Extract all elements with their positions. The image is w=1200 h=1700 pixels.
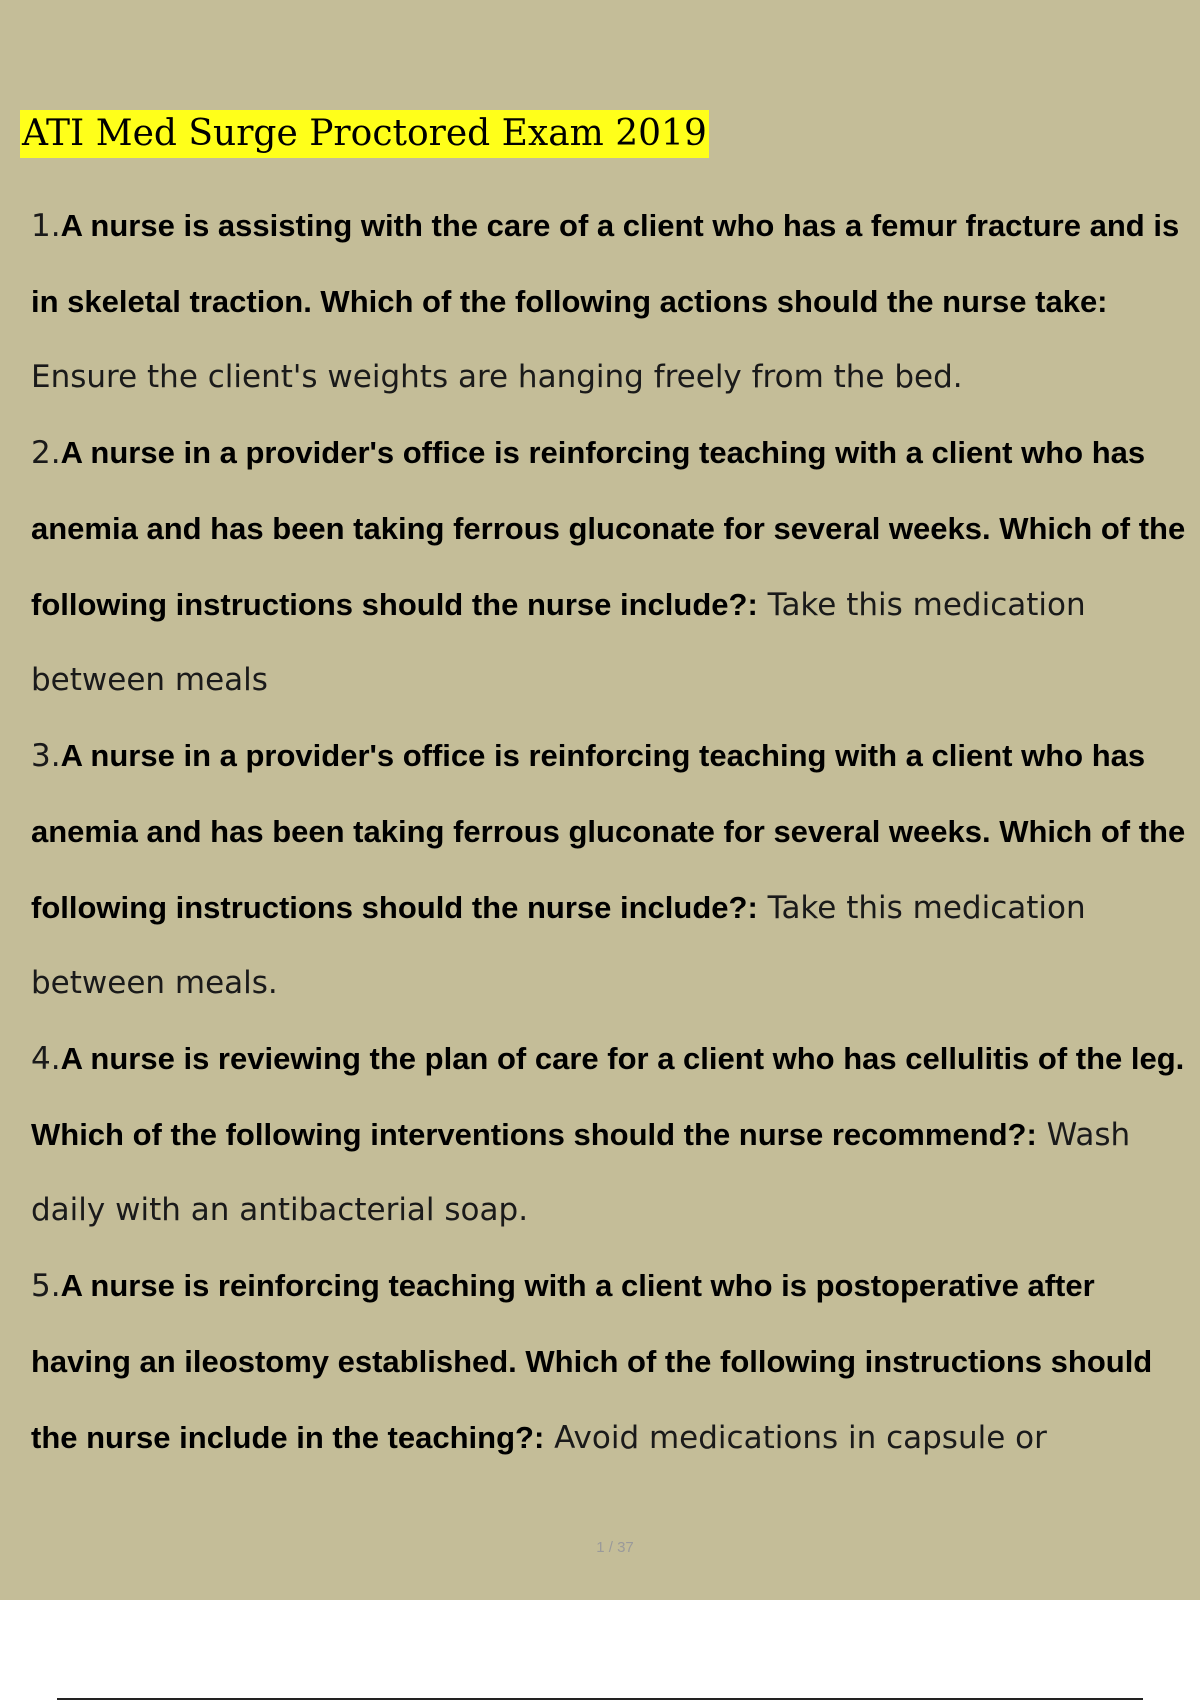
question-text: A nurse in a provider's office is reinforcing teaching with a client who has anemia and has been taking ferrous gluconate for several weeks. Which of the following instructions should the nurse include?: [31,435,1186,622]
question-answer: Wash daily with an antibacterial soap. [31,1117,1131,1228]
question-number: 3. [31,738,61,774]
question-text: A nurse is reinforcing teaching with a client who is postoperative after having an ileostomy established. Which of the following instructions should the nurse include in the teaching?: [31,1268,1153,1455]
question-item-5 [31,1248,1200,1476]
question-number: 2. [31,435,61,471]
question-item-2 [31,415,1200,718]
question-text: A nurse in a provider's office is reinforcing teaching with a client who has anemia and has been taking ferrous gluconate for several weeks. Which of the following instructions should the nurse include?: [31,738,1186,925]
question-text: A nurse is assisting with the care of a client who has a femur fracture and is in skeletal traction. Which of the following actions should the nurse take: [31,208,1180,319]
question-item-3 [31,718,1200,1021]
question-answer: Avoid medications in capsule or [544,1420,1047,1456]
question-item-4 [31,1021,1200,1248]
document-title: ATI Med Surge Proctored Exam 2019 [20,110,709,158]
question-number: 1. [31,208,61,244]
question-answer: Ensure the client's weights are hanging freely from the bed. [31,359,963,395]
question-list [31,188,1200,1476]
page-indicator: 1 / 37 [596,1539,634,1556]
question-answer: Take this medication between meals. [31,890,1086,1001]
question-item-1 [31,188,1200,415]
question-text: A nurse is reviewing the plan of care for a client who has cellulitis of the leg. Which of the following interventions should the nurse recommend?: [31,1041,1185,1152]
question-answer: Take this medication between meals [31,587,1086,698]
question-number: 5. [31,1268,61,1304]
question-number: 4. [31,1041,61,1077]
